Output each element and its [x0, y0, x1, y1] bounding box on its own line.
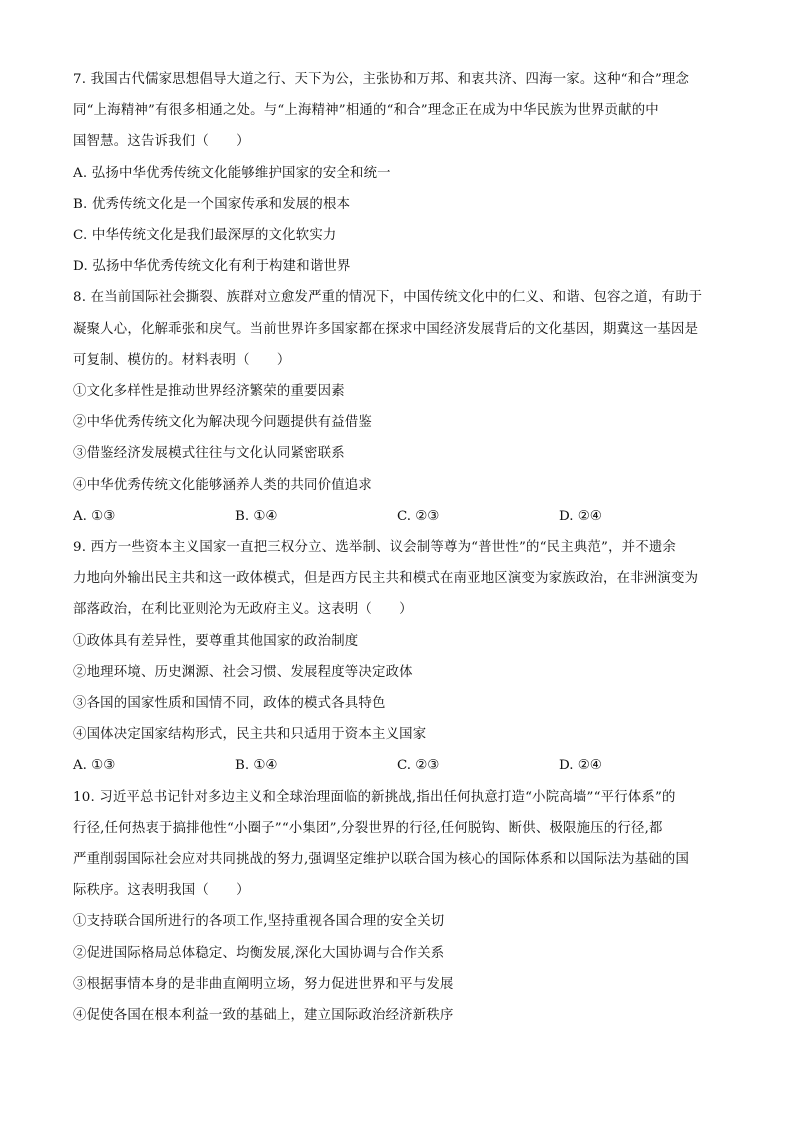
statement-item: ①支持联合国所进行的各项工作,坚持重视各国合理的安全关切 [73, 914, 445, 930]
statement-item: ③各国的国家性质和国情不同，政体的模式各具特色 [73, 696, 386, 712]
question-stem-line: 可复制、模仿的。材料表明（ ） [73, 352, 291, 368]
answer-option: D. 弘扬中华优秀传统文化有利于构建和谐世界 [73, 259, 351, 275]
statement-item: ④国体决定国家结构形式，民主共和只适用于资本主义国家 [73, 727, 427, 743]
question-7 [73, 64, 723, 282]
answer-option: A. 弘扬中华优秀传统文化能够维护国家的安全和统一 [73, 165, 391, 181]
statement-item: ④中华优秀传统文化能够涵养人类的共同价值追求 [73, 477, 372, 493]
answer-option-c: C. ②③ [397, 508, 440, 524]
statement-item: ①文化多样性是推动世界经济繁荣的重要因素 [73, 384, 345, 400]
statement-item: ②地理环境、历史渊源、社会习惯、发展程度等决定政体 [73, 664, 413, 680]
statement-item: ①政体具有差异性，要尊重其他国家的政治制度 [73, 633, 359, 649]
answer-option-b: B. ①④ [235, 508, 278, 524]
question-8 [73, 282, 723, 532]
answer-option: B. 优秀传统文化是一个国家传承和发展的根本 [73, 196, 351, 212]
answer-options-row [73, 750, 723, 781]
question-10 [73, 782, 723, 1032]
question-stem-line: 10. 习近平总书记针对多边主义和全球治理面临的新挑战,指出任何执意打造“小院高墙”“平行体系”的 [73, 789, 676, 805]
answer-option: C. 中华传统文化是我们最深厚的文化软实力 [73, 228, 337, 244]
statement-item: ④促使各国在根本利益一致的基础上，建立国际政治经济新秩序 [73, 1008, 454, 1024]
question-stem-line: 凝聚人心，化解乖张和戾气。当前世界许多国家都在探求中国经济发展背后的文化基因，期冀这一基因是 [73, 321, 699, 337]
question-stem-line: 部落政治，在利比亚则沦为无政府主义。这表明（ ） [73, 602, 413, 618]
question-9 [73, 532, 723, 782]
page-content [73, 64, 723, 1031]
statement-item: ③借鉴经济发展模式往往与文化认同紧密联系 [73, 446, 345, 462]
answer-option-d: D. ②④ [559, 508, 602, 524]
question-stem-line: 7. 我国古代儒家思想倡导大道之行、天下为公，主张协和万邦、和衷共济、四海一家。这种“和合”理念 [73, 72, 690, 87]
statement-item: ②促进国际格局总体稳定、均衡发展,深化大国协调与合作关系 [73, 945, 445, 961]
answer-option-b: B. ①④ [235, 758, 278, 774]
answer-options-row [73, 501, 723, 532]
question-stem-line: 际秩序。这表明我国（ ） [73, 883, 250, 899]
question-stem-line: 行径,任何热衷于搞排他性“小圈子”“小集团”,分裂世界的行径,任何脱钩、断供、极限施压的行径,都 [73, 820, 663, 836]
statement-item: ③根据事情本身的是非曲直阐明立场，努力促进世界和平与发展 [73, 976, 454, 992]
answer-option-c: C. ②③ [397, 758, 440, 774]
statement-item: ②中华优秀传统文化为解决现今问题提供有益借鉴 [73, 415, 372, 431]
question-stem-line: 9. 西方一些资本主义国家一直把三权分立、选举制、议会制等尊为“普世性”的“民主典范”，并不遗余 [73, 540, 677, 556]
answer-option-d: D. ②④ [559, 758, 602, 774]
question-stem-line: 同“上海精神”有很多相通之处。与“上海精神”相通的“和合”理念正在成为中华民族为世界贡献的中 [73, 103, 659, 119]
answer-option-a: A. ①③ [73, 508, 116, 524]
question-stem-line: 8. 在当前国际社会撕裂、族群对立愈发严重的情况下，中国传统文化中的仁义、和谐、包容之道，有助于 [73, 290, 703, 306]
question-stem-line: 力地向外输出民主共和这一政体模式，但是西方民主共和模式在南亚地区演变为家族政治，在非洲演变为 [73, 571, 699, 587]
question-stem-line: 国智慧。这告诉我们（ ） [73, 134, 250, 150]
question-stem-line: 严重削弱国际社会应对共同挑战的努力,强调坚定维护以联合国为核心的国际体系和以国际法为基础的国 [73, 852, 690, 868]
answer-option-a: A. ①③ [73, 758, 116, 774]
